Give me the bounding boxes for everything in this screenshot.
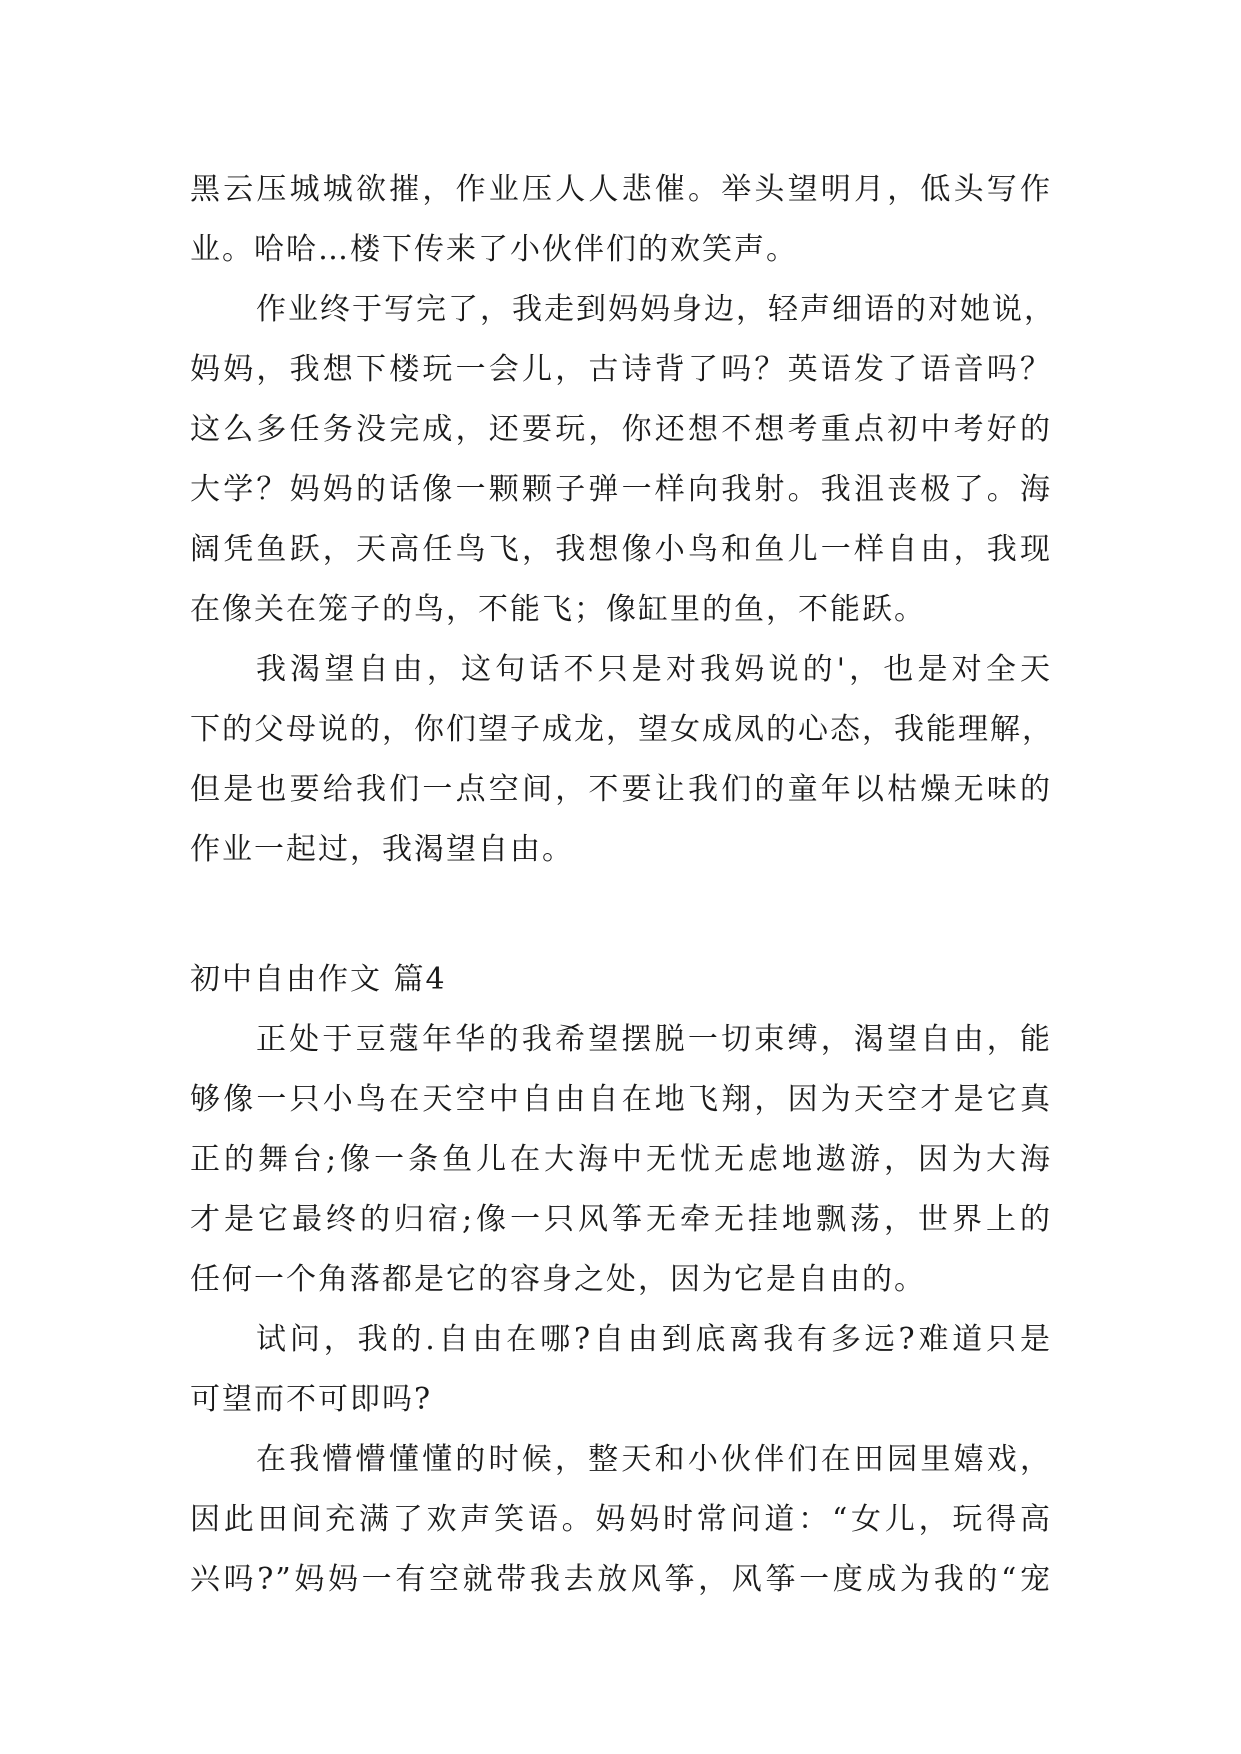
section-gap — [190, 880, 1052, 950]
text-line: 才是它最终的归宿;像一只风筝无牵无挂地飘荡，世界上的 — [190, 1202, 1052, 1237]
text-line: 正的舞台;像一条鱼儿在大海中无忧无虑地遨游，因为大海 — [190, 1142, 1052, 1177]
text-line: 试问，我的.自由在哪?自由到底离我有多远?难道只是 — [256, 1322, 1052, 1357]
text-line: 作业一起过，我渴望自由。 — [190, 832, 574, 867]
text-line: 但是也要给我们一点空间，不要让我们的童年以枯燥无味的 — [190, 772, 1052, 807]
text-line: 我渴望自由，这句话不只是对我妈说的'，也是对全天 — [256, 652, 1052, 687]
paragraph-5 — [190, 1310, 1052, 1430]
text-line: 兴吗?”妈妈一有空就带我去放风筝，风筝一度成为我的“宠 — [190, 1562, 1052, 1597]
text-line: 因此田间充满了欢声笑语。妈妈时常问道：“女儿，玩得高 — [190, 1502, 1052, 1537]
paragraph-4 — [190, 1010, 1052, 1310]
text-line: 妈妈，我想下楼玩一会儿，古诗背了吗？英语发了语音吗？ — [190, 352, 1052, 387]
text-line: 业。哈哈…楼下传来了小伙伴们的欢笑声。 — [190, 232, 798, 267]
text-line: 作业终于写完了，我走到妈妈身边，轻声细语的对她说， — [256, 292, 1056, 327]
paragraph-2 — [190, 280, 1056, 640]
text-line: 黑云压城城欲摧，作业压人人悲催。举头望明月，低头写作 — [190, 172, 1052, 207]
paragraph-6 — [190, 1430, 1052, 1610]
text-line: 在像关在笼子的鸟，不能飞；像缸里的鱼，不能跃。 — [190, 592, 926, 627]
text-line: 可望而不可即吗? — [190, 1382, 433, 1417]
text-line: 阔凭鱼跃，天高任鸟飞，我想像小鸟和鱼儿一样自由，我现 — [190, 532, 1052, 567]
text-line: 够像一只小鸟在天空中自由自在地飞翔，因为天空才是它真 — [190, 1082, 1052, 1117]
text-line: 在我懵懵懂懂的时候，整天和小伙伴们在田园里嬉戏， — [256, 1442, 1052, 1477]
text-line: 任何一个角落都是它的容身之处，因为它是自由的。 — [190, 1262, 926, 1297]
text-line: 下的父母说的，你们望子成龙，望女成凤的心态，我能理解， — [190, 712, 1054, 747]
paragraph-3 — [190, 640, 1052, 880]
section-heading: 初中自由作文 篇4 — [190, 962, 447, 997]
text-line: 这么多任务没完成，还要玩，你还想不想考重点初中考好的 — [190, 412, 1052, 447]
document-page — [190, 160, 1056, 1610]
text-line: 大学？妈妈的话像一颗颗子弹一样向我射。我沮丧极了。海 — [190, 472, 1052, 507]
paragraph-1 — [190, 160, 1052, 280]
text-line: 正处于豆蔻年华的我希望摆脱一切束缚，渴望自由，能 — [256, 1022, 1052, 1057]
